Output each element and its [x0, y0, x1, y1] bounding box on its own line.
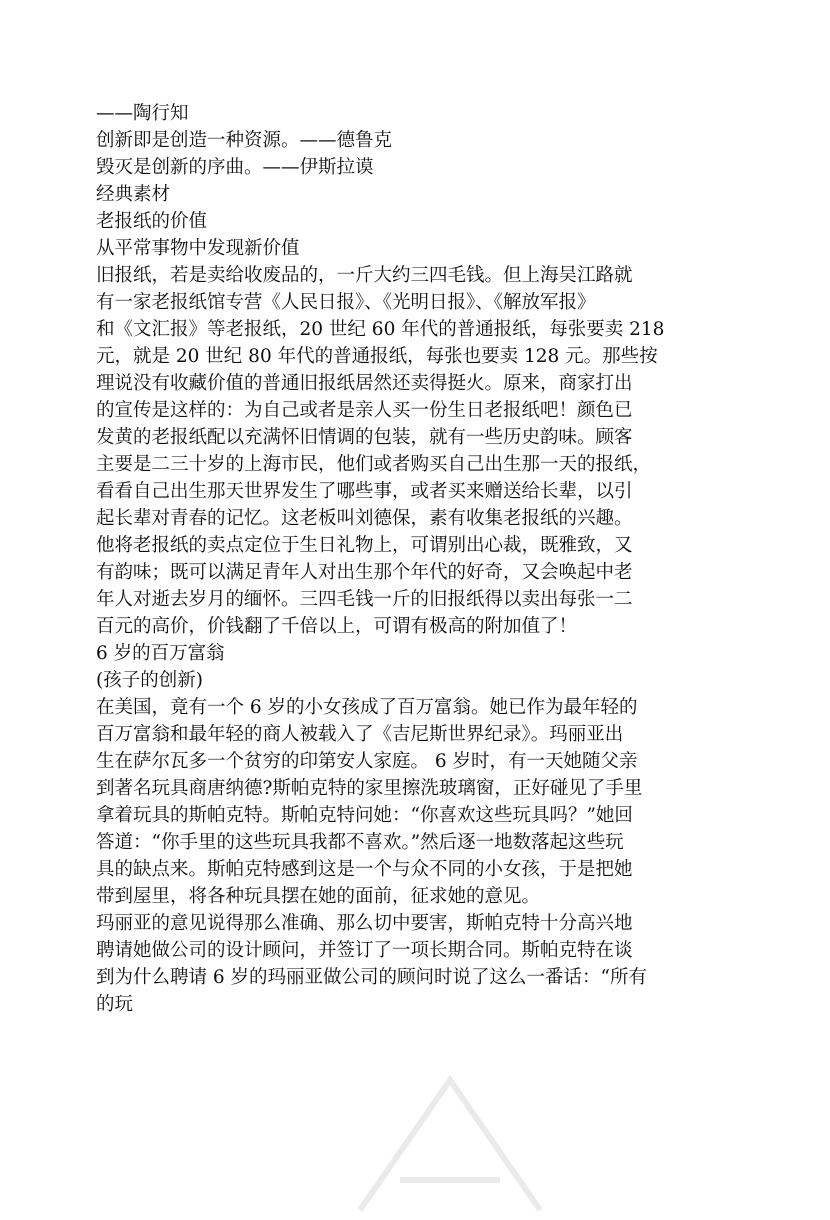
- text-line: 老报纸的价值: [96, 211, 208, 232]
- text-line: 百万富翁和最年轻的商人被载入了《吉尼斯世界纪录》。玛丽亚出: [96, 724, 624, 745]
- text-line: 主要是二三十岁的上海市民，他们或者购买自己出生那一天的报纸，: [96, 454, 652, 475]
- text-line: 的玩: [96, 994, 134, 1015]
- text-line: 生在萨尔瓦多一个贫穷的印第安人家庭。 6 岁时，有一天她随父亲: [96, 751, 638, 772]
- text-line: 的宣传是这样的：为自己或者是亲人买一份生日老报纸吧！颜色已: [96, 400, 633, 421]
- text-line: 到为什么聘请 6 岁的玛丽亚做公司的顾问时说了这么一番话：“所有: [96, 967, 647, 988]
- text-line: (孩子的创新): [96, 670, 203, 691]
- text-line: 从平常事物中发现新价值: [96, 238, 300, 259]
- text-line: 到著名玩具商唐纳德?斯帕克特的家里擦洗玻璃窗，正好碰见了手里: [96, 778, 643, 799]
- text-line: 经典素材: [96, 184, 171, 205]
- text-line: 带到屋里，将各种玩具摆在她的面前，征求她的意见。: [96, 886, 541, 907]
- text-line: 旧报纸，若是卖给收废品的，一斤大约三四毛钱。但上海吴江路就: [96, 265, 633, 286]
- text-line: 拿着玩具的斯帕克特。斯帕克特问她：“你喜欢这些玩具吗？”她回: [96, 805, 633, 826]
- text-line: 答道：“你手里的这些玩具我都不喜欢。”然后逐一地数落起这些玩: [96, 832, 624, 853]
- text-line: 看看自己出生那天世界发生了哪些事，或者买来赠送给长辈，以引: [96, 481, 633, 502]
- text-line: 和《文汇报》等老报纸，20 世纪 60 年代的普通报纸，每张要卖 218: [96, 319, 665, 340]
- text-line: 理说没有收藏价值的普通旧报纸居然还卖得挺火。原来，商家打出: [96, 373, 633, 394]
- text-line: 年人对逝去岁月的缅怀。三四毛钱一斤的旧报纸得以卖出每张一二: [96, 589, 633, 610]
- text-line: 他将老报纸的卖点定位于生日礼物上，可谓别出心裁，既雅致，又: [96, 535, 633, 556]
- text-line: 创新即是创造一种资源。——德鲁克: [96, 130, 393, 151]
- text-line: 具的缺点来。斯帕克特感到这是一个与众不同的小女孩，于是把她: [96, 859, 633, 880]
- text-line: 聘请她做公司的设计顾问，并签订了一项长期合同。斯帕克特在谈: [96, 940, 633, 961]
- text-line: 元，就是 20 世纪 80 年代的普通报纸，每张也要卖 128 元。那些按: [96, 346, 658, 367]
- text-line: 在美国，竟有一个 6 岁的小女孩成了百万富翁。她已作为最年轻的: [96, 697, 638, 718]
- text-line: ——陶行知: [96, 103, 189, 124]
- text-line: 起长辈对青春的记忆。这老板叫刘德保，素有收集老报纸的兴趣。: [96, 508, 633, 529]
- text-line: 有韵味；既可以满足青年人对出生那个年代的好奇，又会唤起中老: [96, 562, 633, 583]
- text-line: 毁灭是创新的序曲。——伊斯拉谟: [96, 157, 374, 178]
- text-line: 发黄的老报纸配以充满怀旧情调的包装，就有一些历史韵味。顾客: [96, 427, 633, 448]
- text-line: 玛丽亚的意见说得那么准确、那么切中要害，斯帕克特十分高兴地: [96, 913, 633, 934]
- text-line: 有一家老报纸馆专营《人民日报》、《光明日报》、《解放军报》: [96, 292, 596, 313]
- text-line: 百元的高价，价钱翻了千倍以上，可谓有极高的附加值了！: [96, 616, 578, 637]
- text-line: 6 岁的百万富翁: [96, 643, 225, 664]
